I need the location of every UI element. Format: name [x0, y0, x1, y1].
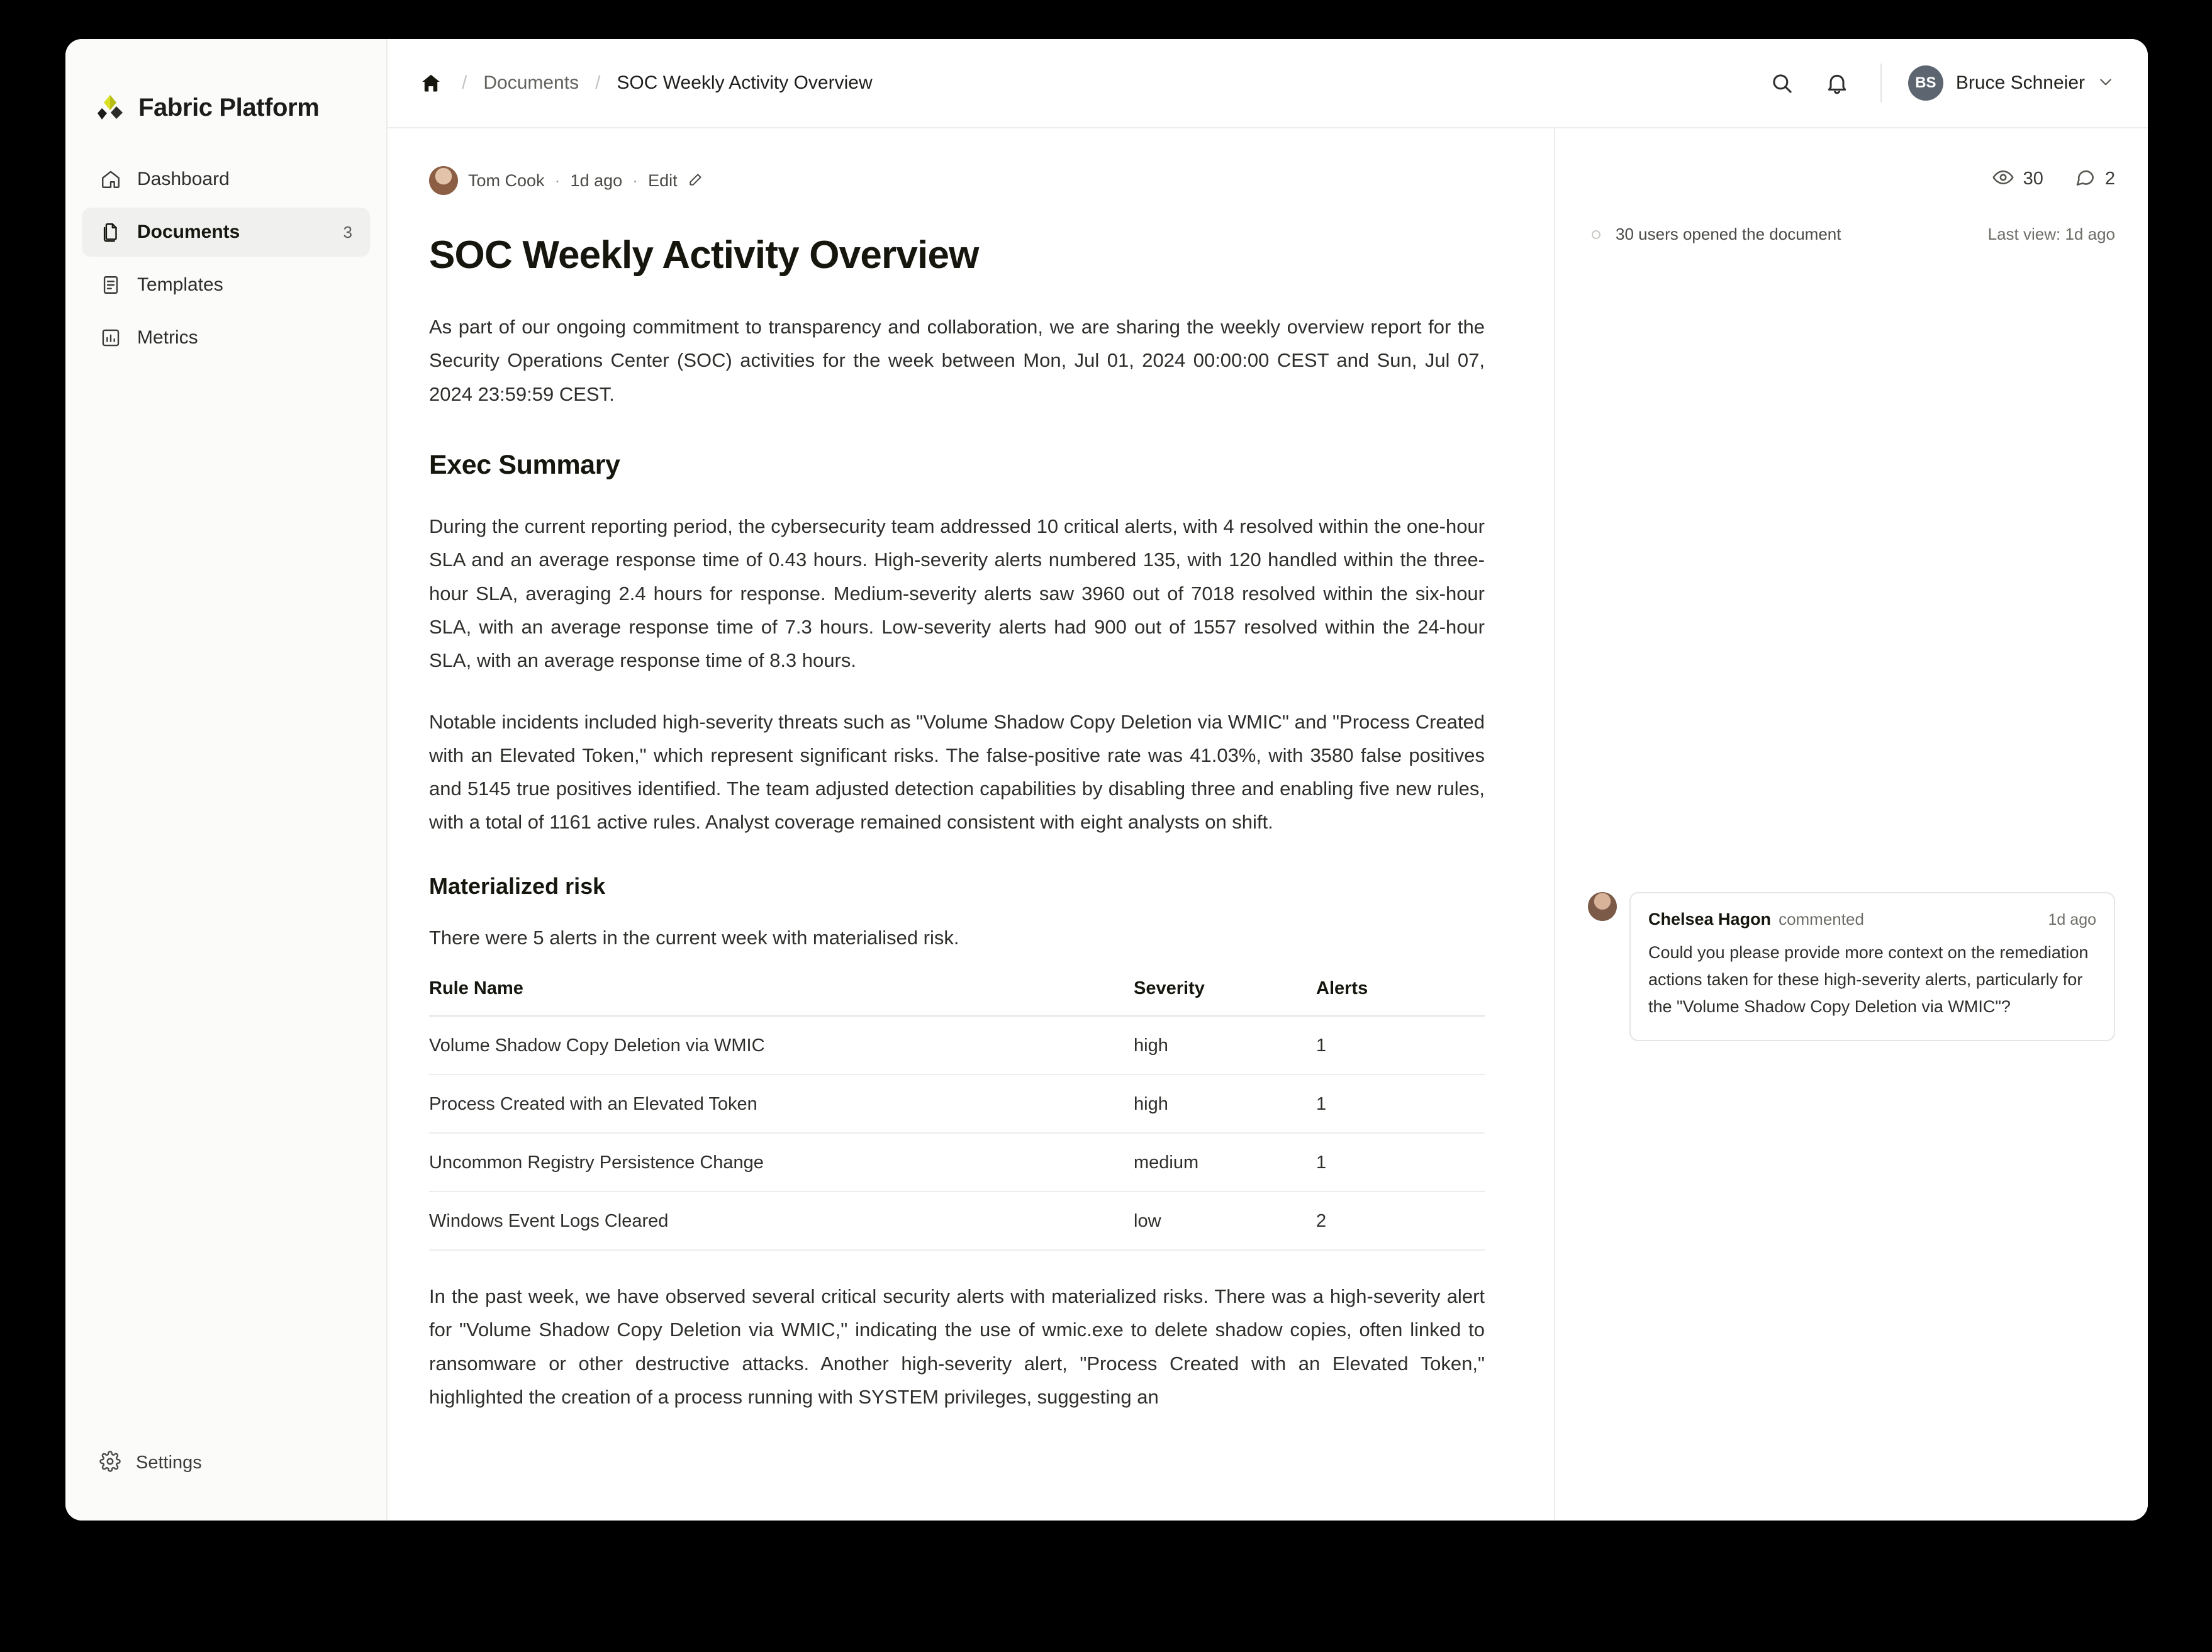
status-dot-icon	[1592, 230, 1600, 239]
template-icon	[99, 274, 122, 296]
sidebar-item-label: Dashboard	[137, 169, 230, 189]
sidebar-item-label: Settings	[136, 1452, 202, 1473]
comment-verb: commented	[1779, 910, 1864, 929]
last-view-text: Last view: 1d ago	[1987, 225, 2115, 243]
pencil-icon[interactable]	[688, 171, 704, 191]
activity-counters	[1588, 166, 2115, 192]
user-name: Bruce Schneier	[1955, 72, 2085, 93]
table-row	[429, 1133, 1485, 1192]
topbar-actions	[1765, 64, 2114, 103]
documents-icon	[99, 221, 122, 243]
content-split	[388, 128, 2148, 1521]
home-icon	[99, 168, 122, 191]
sidebar	[65, 39, 388, 1521]
table-row	[429, 1192, 1485, 1250]
document-author: Tom Cook	[468, 170, 545, 190]
sidebar-item-settings[interactable]	[82, 1440, 370, 1485]
column-header-alerts: Alerts	[1316, 978, 1485, 1016]
brand-name: Fabric Platform	[138, 93, 320, 121]
comments-count: 2	[2104, 169, 2115, 189]
comment-header	[1648, 910, 2096, 929]
main-area	[388, 39, 2148, 1521]
page-title: SOC Weekly Activity Overview	[429, 233, 979, 277]
breadcrumb-current[interactable]: SOC Weekly Activity Overview	[617, 72, 873, 93]
cell-rule-name: Windows Event Logs Cleared	[429, 1192, 1134, 1250]
home-icon[interactable]	[416, 69, 445, 98]
brand	[65, 39, 386, 122]
comment-body: Could you please provide more context on the remediation actions taken for these high-severity alerts, particularly for the "Volume Shadow Copy Deletion via WMIC"?	[1648, 943, 2089, 1017]
document-intro: As part of our ongoing commitment to transparency and collaboration, we are sharing the weekly overview report for the Security Operations Center (SOC) activities for the week between Mon, Jul 01, 2024 00:00:00 CEST and Sun, Jul 07, 2024 23:59:59 CEST.	[429, 316, 1485, 405]
column-header-rule-name: Rule Name	[429, 978, 1134, 1016]
openers-row	[1588, 225, 2115, 244]
sidebar-footer	[65, 1440, 386, 1521]
cell-alerts: 1	[1316, 1133, 1485, 1192]
cell-rule-name: Process Created with an Elevated Token	[429, 1074, 1134, 1133]
sidebar-item-documents[interactable]	[82, 208, 370, 257]
materialized-risk-intro: There were 5 alerts in the current week with materialised risk.	[429, 926, 959, 949]
openers-text: 30 users opened the document	[1616, 225, 1841, 243]
comment-card[interactable]	[1629, 892, 2115, 1041]
exec-summary-paragraph-2: Notable incidents included high-severity threats such as "Volume Shadow Copy Deletion via WMIC" and "Process Created with an Elevated Token," which represent significant risks. The false-positive rate was 41.03%, with 3580 false positives and 5145 true positives identified. The team adjusted detection capabilities by disabling three and enabling five new rules, with a total of 1161 active rules. Analyst coverage remained consistent with eight analysts on shift.	[429, 710, 1485, 834]
column-header-severity: Severity	[1134, 978, 1316, 1016]
section-heading-exec-summary: Exec Summary	[429, 449, 620, 480]
chevron-down-icon	[2097, 74, 2114, 93]
app-window	[65, 39, 2148, 1521]
meta-separator: ·	[554, 170, 561, 190]
table-row	[429, 1074, 1485, 1133]
cell-alerts: 1	[1316, 1016, 1485, 1074]
exec-summary-paragraph-1: During the current reporting period, the cybersecurity team addressed 10 critical alerts, with 4 resolved within the one-hour SLA and an average response time of 0.43 hours. High-severity alerts numbered 135, with 120 handled within the three-hour SLA, averaging 2.4 hours for response. Medium-severity alerts saw 3960 out of 7018 resolved within the six-hour SLA, with an average response time of 7.3 hours. Low-severity alerts had 900 out of 1557 resolved within the 24-hour SLA, with an average response time of 8.3 hours.	[429, 515, 1485, 672]
sidebar-item-metrics[interactable]	[82, 313, 370, 362]
topbar	[388, 39, 2148, 128]
closing-paragraph: In the past week, we have observed several critical security alerts with materialized risks. There was a high-severity alert for "Volume Shadow Copy Deletion via WMIC," indicating the use of wmic.exe to delete shadow copies, often linked to ransomware or other destructive attacks. Another high-severity alert, "Process Created with an Elevated Token," highlighted the creation of a process running with SYSTEM privileges, suggesting an	[429, 1285, 1485, 1408]
cell-alerts: 2	[1316, 1192, 1485, 1250]
sidebar-nav	[65, 155, 386, 362]
views-count: 30	[2023, 169, 2043, 189]
document-pane	[388, 128, 1555, 1521]
comment-timestamp: 1d ago	[2048, 911, 2096, 929]
gear-icon	[99, 1451, 121, 1475]
comment-thread	[1588, 892, 2115, 1041]
avatar	[1588, 892, 1617, 921]
divider	[1880, 64, 1882, 103]
chart-icon	[99, 326, 122, 349]
bell-icon[interactable]	[1820, 66, 1854, 100]
views-counter[interactable]	[1992, 166, 2043, 192]
cell-rule-name: Volume Shadow Copy Deletion via WMIC	[429, 1016, 1134, 1074]
avatar: BS	[1908, 65, 1943, 101]
cell-severity: high	[1134, 1074, 1316, 1133]
cell-severity: medium	[1134, 1133, 1316, 1192]
sidebar-item-templates[interactable]	[82, 260, 370, 310]
materialized-risk-table	[429, 978, 1485, 1251]
scroll-fade	[388, 1483, 1554, 1521]
sidebar-item-badge: 3	[343, 222, 352, 242]
comment-author: Chelsea Hagon	[1648, 910, 1772, 929]
edit-button[interactable]: Edit	[648, 170, 678, 190]
cell-rule-name: Uncommon Registry Persistence Change	[429, 1133, 1134, 1192]
sidebar-item-label: Documents	[137, 221, 240, 242]
user-menu[interactable]	[1908, 65, 2114, 101]
eye-icon	[1992, 166, 2014, 192]
meta-separator: ·	[632, 170, 639, 190]
comments-counter[interactable]	[2074, 166, 2115, 192]
sidebar-item-label: Metrics	[137, 327, 198, 348]
avatar	[429, 166, 458, 195]
breadcrumb-separator: /	[595, 72, 601, 93]
comment-icon	[2074, 166, 2096, 192]
sidebar-item-dashboard[interactable]	[82, 155, 370, 204]
activity-pane	[1555, 128, 2148, 1521]
table-row	[429, 1016, 1485, 1074]
sidebar-item-label: Templates	[137, 274, 223, 295]
cell-severity: high	[1134, 1016, 1316, 1074]
cell-alerts: 1	[1316, 1074, 1485, 1133]
breadcrumb-separator: /	[462, 72, 467, 93]
breadcrumb-documents[interactable]: Documents	[483, 72, 579, 93]
search-icon[interactable]	[1765, 66, 1799, 100]
document-timestamp: 1d ago	[570, 170, 623, 190]
section-heading-materialized-risk: Materialized risk	[429, 873, 606, 899]
document-meta	[429, 166, 1485, 195]
diamond-logo-icon	[96, 93, 125, 122]
table-header-row	[429, 978, 1485, 1016]
cell-severity: low	[1134, 1192, 1316, 1250]
